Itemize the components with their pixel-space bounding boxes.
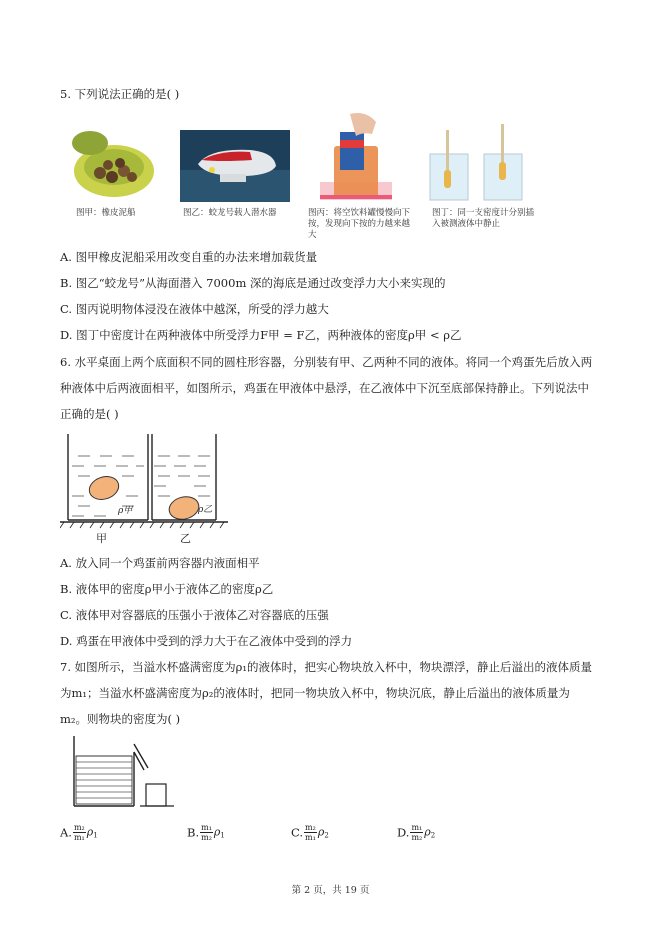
q7-option-c — [291, 823, 329, 843]
q6-option-a: A. 放入同一个鸡蛋前两容器内液面相平 — [60, 556, 260, 570]
q7-option-a — [60, 823, 98, 843]
q7-option-d-denominator: m₂ — [411, 833, 423, 842]
q7-option-d-numerator: m₁ — [411, 823, 423, 832]
q7-option-d-fraction — [410, 823, 423, 842]
q6-stem-line1: 6. 水平桌面上两个底面积不同的圆柱形容器，分别装有甲、乙两种不同的液体。将同一个鸡蛋先后放入两 — [60, 355, 593, 369]
q6-stem-line2: 种液体中后两液面相平，如图所示，鸡蛋在甲液体中悬浮，在乙液体中下沉至底部保持静止。下列说法中 — [60, 381, 589, 395]
clay-boat-image — [68, 123, 160, 203]
rho-b-label: ρ乙 — [198, 505, 213, 515]
q7-option-a-rho-subscript: 1 — [93, 831, 98, 840]
q7-option-c-numerator: m₂ — [305, 823, 316, 832]
q7-option-a-numerator: m₂ — [73, 823, 85, 832]
egg-containers-diagram — [60, 430, 230, 548]
can-in-water-image — [316, 110, 396, 205]
q7-option-b-numerator: m₁ — [201, 823, 212, 832]
rho-a-label: ρ甲 — [118, 506, 133, 516]
q7-stem-line1: 7. 如图所示，当溢水杯盛满密度为ρ₁的液体时，把实心物块放入杯中，物块漂浮，静止后溢出的液体质量 — [60, 660, 592, 674]
figure-c-caption: 图丙：将空饮料罐慢慢向下按，发现向下按的力越来越大 — [308, 208, 411, 240]
q6-option-d: D. 鸡蛋在甲液体中受到的浮力大于在乙液体中受到的浮力 — [60, 634, 353, 648]
q5-option-c: C. 图丙说明物体浸没在液体中越深，所受的浮力越大 — [60, 302, 329, 316]
q7-option-a-rho: ρ — [86, 825, 94, 839]
label-yi: 乙 — [180, 532, 191, 545]
q5-option-b: B. 图乙“蛟龙号”从海面潜入 7000m 深的海底是通过改变浮力大小来实现的 — [60, 276, 446, 290]
q7-stem-line3: m₂。则物块的密度为( ) — [60, 712, 181, 726]
q7-option-b-denominator: m₂ — [201, 833, 212, 842]
q7-option-b-letter: B. — [187, 825, 200, 840]
q7-option-d-rho-subscript: 2 — [430, 831, 436, 840]
q7-option-a-letter: A. — [60, 825, 72, 840]
figure-b-caption: 图乙：蛟龙号载人潜水器 — [183, 208, 277, 218]
q6-stem-line3: 正确的是( ) — [60, 407, 119, 421]
q7-option-b-rho: ρ — [213, 825, 221, 839]
q7-stem-line2: 为m₁；当溢水杯盛满密度为ρ₂的液体时，把同一物块放入杯中，物块沉底，静止后溢出的液体质量为 — [60, 686, 570, 700]
figure-d-caption: 图丁：同一支密度计分别插入被测液体中静止 — [432, 208, 535, 229]
submarine-image — [180, 130, 290, 202]
figure-a-caption: 图甲：橡皮泥船 — [76, 208, 136, 218]
hydrometer-beakers-image — [424, 124, 534, 204]
q5-option-a: A. 图甲橡皮泥船采用改变自重的办法来增加载货量 — [60, 250, 318, 264]
q5-option-d: D. 图丁中密度计在两种液体中所受浮力F甲 = F乙，两种液体的密度ρ甲 < ρ乙 — [60, 328, 462, 342]
q7-option-b — [187, 823, 225, 843]
q7-option-d — [397, 823, 435, 843]
q7-option-a-denominator: m₁ — [73, 833, 85, 842]
q7-option-c-letter: C. — [291, 825, 304, 840]
q7-option-c-denominator: m₁ — [305, 833, 316, 842]
q7-option-b-fraction — [200, 823, 213, 842]
q7-option-c-fraction — [304, 823, 317, 842]
q7-option-c-rho-subscript: 2 — [324, 831, 329, 840]
overflow-cup-diagram — [70, 734, 180, 808]
page-footer: 第 2 页，共 19 页 — [291, 885, 370, 896]
q7-option-a-fraction — [73, 823, 86, 842]
q6-option-b: B. 液体甲的密度ρ甲小于液体乙的密度ρ乙 — [60, 582, 274, 596]
q6-option-c: C. 液体甲对容器底的压强小于液体乙对容器底的压强 — [60, 608, 329, 622]
q7-option-b-rho-subscript: 1 — [220, 831, 225, 840]
q7-option-d-letter: D. — [397, 825, 410, 840]
label-jia: 甲 — [96, 532, 107, 545]
q5-stem: 5. 下列说法正确的是( ) — [60, 87, 180, 101]
q7-option-d-rho: ρ — [424, 825, 431, 839]
q7-option-c-rho: ρ — [317, 825, 325, 839]
